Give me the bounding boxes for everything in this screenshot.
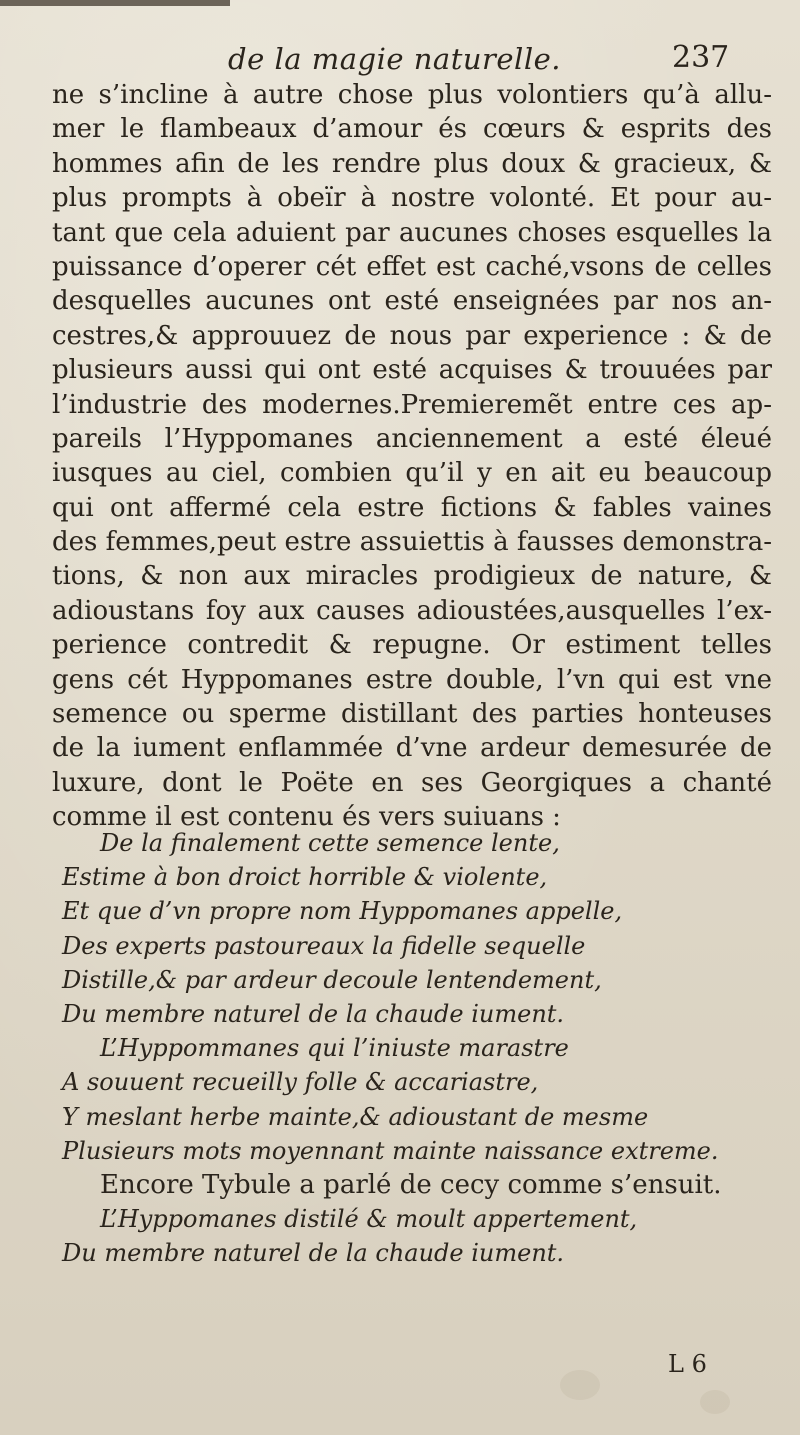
- verse-line: Et que d’vn propre nom Hyppomanes appelle,: [62, 897, 623, 926]
- verse-intro-line: Encore Tybule a parlé de cecy comme s’ensuit.: [100, 1169, 722, 1200]
- prose-line: cestres,& approuuez de nous par experience : & de: [52, 320, 772, 351]
- verse-line: Plusieurs mots moyennant mainte naissance extreme.: [62, 1136, 719, 1165]
- page-header: [0, 42, 800, 82]
- verse-line: Y meslant herbe mainte,& adioustant de mesme: [62, 1102, 649, 1131]
- prose-line: pareils l’Hyppomanes anciennement a esté éleué: [52, 423, 772, 454]
- prose-line: de la iument enflammée d’vne ardeur demesurée de: [52, 733, 772, 764]
- prose-line: comme il est contenu és vers suiuans :: [52, 802, 561, 833]
- running-head: de la magie naturelle.: [228, 42, 561, 76]
- prose-line: mer le flambeaux d’amour és cœurs & esprits des: [52, 114, 772, 145]
- prose-line: semence ou sperme distillant des parties honteuses: [52, 699, 772, 730]
- verse-line: A souuent recueilly folle & accariastre,: [62, 1068, 539, 1097]
- prose-line: plus prompts à obeïr à nostre volonté. Et pour au-: [52, 183, 772, 214]
- prose-line: l’industrie des modernes.Premieremẽt entre ces ap-: [52, 389, 772, 420]
- prose-line: tant que cela aduient par aucunes choses esquelles la: [52, 217, 772, 248]
- prose-line: plusieurs aussi qui ont esté acquises & trouuées par: [52, 355, 772, 386]
- verse-line: Distille,& par ardeur decoule lentendement,: [62, 965, 602, 994]
- verse-line: L’Hyppommanes qui l’iniuste marastre: [100, 1034, 569, 1063]
- prose-line: luxure, dont le Poëte en ses Georgiques a chanté: [52, 767, 772, 798]
- page-number: 237: [672, 40, 730, 75]
- verse-block: [62, 826, 782, 1270]
- prose-line: iusques au ciel, combien qu’il y en ait eu beaucoup: [52, 458, 772, 489]
- prose-line: puissance d’operer cét effet est caché,vsons de celles: [52, 251, 772, 282]
- verse-line: Des experts pastoureaux la fidelle sequelle: [62, 931, 586, 960]
- prose-line: tions, & non aux miracles prodigieux de nature, &: [52, 561, 772, 592]
- prose-line: qui ont affermé cela estre fictions & fables vaines: [52, 492, 772, 523]
- verse-line: Estime à bon droict horrible & violente,: [62, 863, 548, 892]
- page-edge-shadow: [0, 0, 230, 6]
- foxing-stain: [560, 1370, 600, 1400]
- foxing-stain: [700, 1390, 730, 1414]
- verse-line: De la finalement cette semence lente,: [100, 829, 560, 857]
- prose-line: des femmes,peut estre assuiettis à fausses demonstra-: [52, 527, 772, 558]
- prose-line: hommes afin de les rendre plus doux & gracieux, &: [52, 148, 772, 179]
- signature-mark: L 6: [668, 1350, 707, 1378]
- prose-line: gens cét Hyppomanes estre double, l’vn qui est vne: [52, 664, 772, 695]
- prose-body: [52, 78, 772, 835]
- prose-line: ne s’incline à autre chose plus volontiers qu’à allu-: [52, 80, 772, 110]
- verse-line: L’Hyppomanes distilé & moult appertement,: [100, 1205, 638, 1234]
- verse-line: Du membre naturel de la chaude iument.: [62, 1239, 565, 1268]
- prose-line: desquelles aucunes ont esté enseignées par nos an-: [52, 286, 772, 317]
- prose-line: perience contredit & repugne. Or estiment telles: [52, 630, 772, 661]
- verse-line: Du membre naturel de la chaude iument.: [62, 999, 565, 1028]
- prose-line: adioustans foy aux causes adioustées,ausquelles l’ex-: [52, 595, 772, 626]
